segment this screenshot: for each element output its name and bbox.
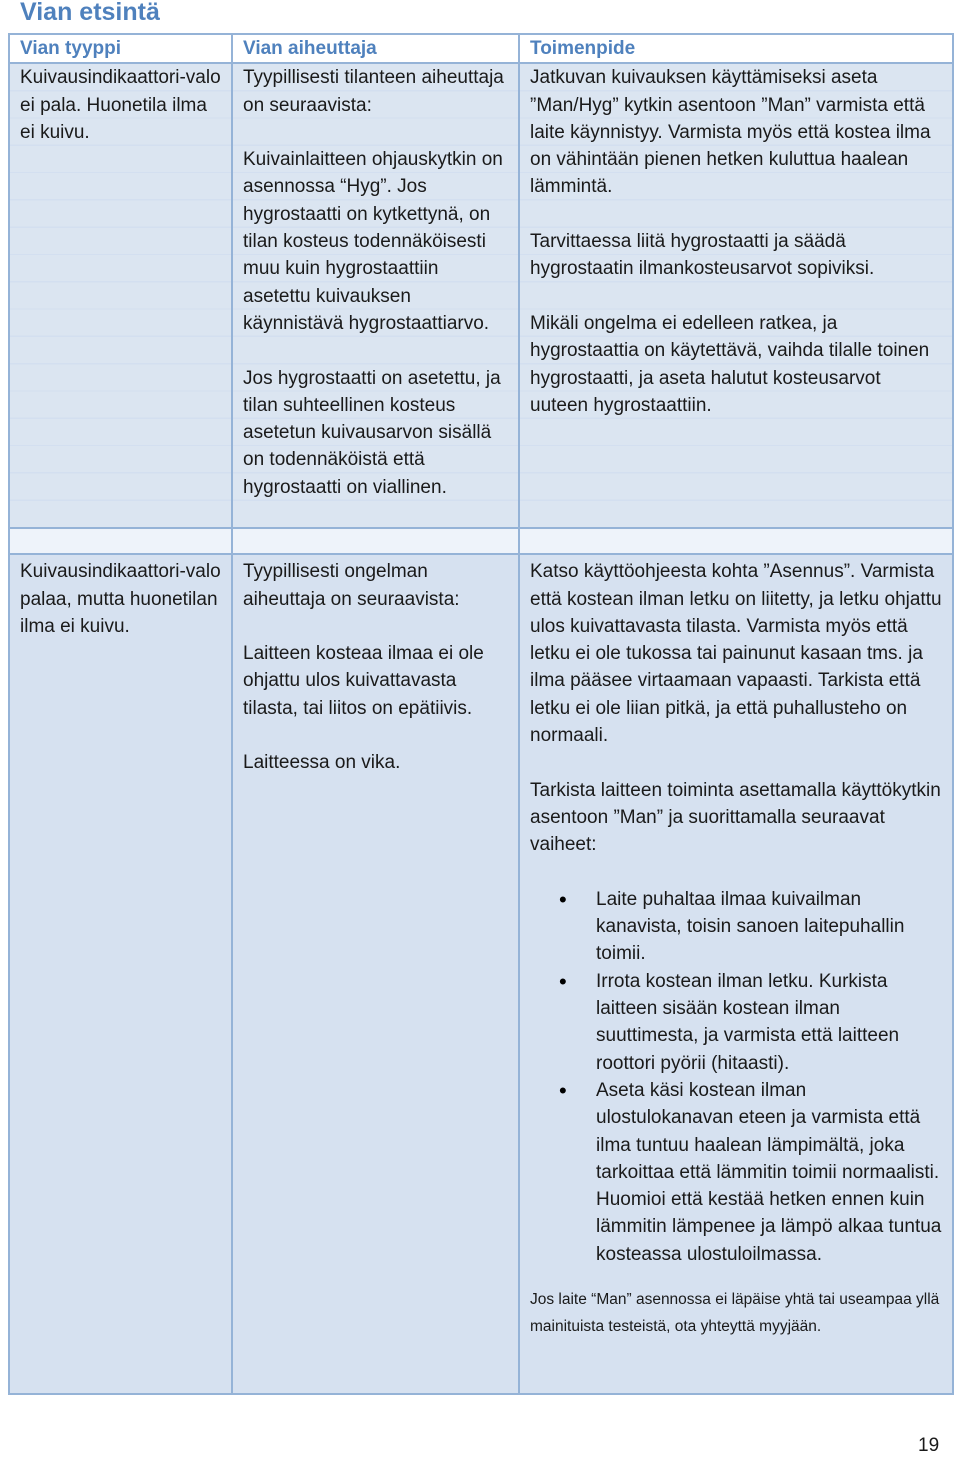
action-text: Tarkista laitteen toiminta asettamalla käyttökytkin asentoon ”Man” ja suorittamalla seuraavat vaiheet: xyxy=(530,779,941,856)
spacer-row xyxy=(9,528,953,554)
fault-type-text: Kuivausindikaattori-valo palaa, mutta huonetilan ilma ei kuivu. xyxy=(20,561,221,637)
action-text: Jatkuvan kuivauksen käyttämiseksi aseta ”Man/Hyg” kytkin asentoon ”Man” varmista että laite käynnistyy. Varmista myös että kostea ilma on vähintään pienen hetken kuluttua haalean lämmintä. xyxy=(530,67,931,198)
fault-type-cell xyxy=(9,554,232,1394)
table-header-row xyxy=(9,34,953,63)
table-row xyxy=(9,554,953,1394)
header-fault-type: Vian tyyppi xyxy=(9,34,232,63)
page-title: Vian etsintä xyxy=(20,0,160,26)
cause-cell xyxy=(232,63,519,528)
fault-type-text: Kuivausindikaattori-valo ei pala. Huonetila ilma ei kuivu. xyxy=(20,67,221,143)
page-number: 19 xyxy=(918,1435,940,1456)
contact-note: Jos laite “Man” asennossa ei läpäise yhtä tai useampaa yllä mainituista testeistä, ota yhteyttä myyjään. xyxy=(530,1291,940,1336)
cause-text: Tyypillisesti tilanteen aiheuttaja on seuraavista: xyxy=(243,67,504,116)
header-action: Toimenpide xyxy=(519,34,953,63)
cause-text: Tyypillisesti ongelman aiheuttaja on seuraavista: xyxy=(243,561,460,610)
list-item: • Irrota kostean ilman letku. Kurkista laitteen sisään kostean ilman suuttimesta, ja varmista että laitteen roottori pyörii (hitaasti). xyxy=(585,968,942,1077)
check-steps-list xyxy=(530,886,942,1268)
list-item: • Laite puhaltaa ilmaa kuivailman kanavista, toisin sanoen laitepuhallin toimii. xyxy=(585,886,942,968)
action-text: Katso käyttöohjeesta kohta ”Asennus”. Varmista että kostean ilman letku on liitetty, ja letku ohjattu ulos kuivattavasta tilasta. Varmista myös että letku ei ole tukossa tai painunut kasaan tms. ja ilma pääsee virtaamaan vapaasti. Tarkista että letku ei ole liian pitkä, ja että puhallusteho on normaali. xyxy=(530,561,942,747)
cause-text: Laitteessa on vika. xyxy=(243,752,401,774)
troubleshooting-table xyxy=(8,33,954,1395)
cause-cell xyxy=(232,554,519,1394)
action-cell xyxy=(519,554,953,1394)
action-text: Tarvittaessa liitä hygrostaatti ja säädä hygrostaatin ilmankosteusarvot sopiviksi. xyxy=(530,231,875,280)
header-cause: Vian aiheuttaja xyxy=(232,34,519,63)
table-row xyxy=(9,63,953,528)
action-text: Mikäli ongelma ei edelleen ratkea, ja hygrostaattia on käytettävä, vaihda tilalle toinen hygrostaatti, ja aseta halutut kosteusarvot uuteen hygrostaattiin. xyxy=(530,312,930,416)
cause-text: Kuivainlaitteen ohjauskytkin on asennossa “Hyg”. Jos hygrostaatti on kytkettynä, on tilan kosteus todennäköisesti muu kuin hygrostaattiin asetettu kuivauksen käynnistävä hygrostaattiarvo. xyxy=(243,149,503,334)
list-item: • Aseta käsi kostean ilman ulostulokanavan eteen ja varmista että ilma tuntuu haalean lämpimältä, joka tarkoittaa että lämmitin toimii normaalisti. Huomioi että kestää hetken ennen kuin lämmitin lämpenee ja lämpö alkaa tuntua kosteassa ulostuloilmassa. xyxy=(585,1077,942,1268)
cause-text: Laitteen kosteaa ilmaa ei ole ohjattu ulos kuivattavasta tilasta, tai liitos on epätiivis. xyxy=(243,643,484,719)
cause-text: Jos hygrostaatti on asetettu, ja tilan suhteellinen kosteus asetetun kuivausarvon sisällä on todennäköistä että hygrostaatti on viallinen. xyxy=(243,367,501,498)
action-cell xyxy=(519,63,953,528)
fault-type-cell xyxy=(9,63,232,528)
